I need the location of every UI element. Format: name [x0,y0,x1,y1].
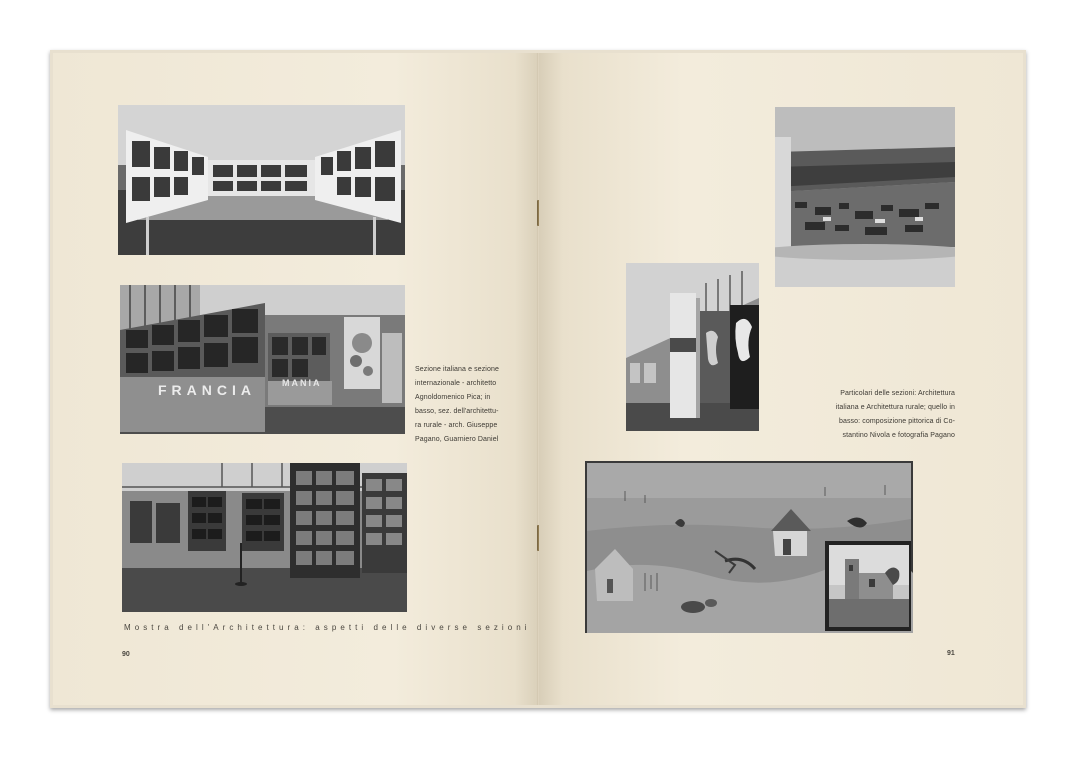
caption-line: ra rurale - arch. Giuseppe [415,422,498,429]
left-page-caption [415,363,525,447]
caption-line: Sezione italiana e sezione [415,366,499,373]
caption-line: Pagano, Guarniero Daniel [415,436,499,443]
sign-mania: MANIA [282,378,322,388]
caption-line: Particolari delle sezioni: Architettura [840,390,955,397]
caption-line: basso: composizione pittorica di Co- [838,418,955,425]
photo-landscape-model [775,107,955,287]
photo-pictorial-composition [585,461,913,633]
bottom-caption: Mostra dell'Architettura: aspetti delle diverse sezioni [124,623,531,632]
sign-francia: FRANCIA [158,382,256,398]
right-page [539,53,1023,705]
caption-line: basso, sez. dell'architettu- [415,408,499,415]
photo-rural-architecture-section [122,463,407,612]
left-page [53,53,539,705]
photo-francia-section [120,285,405,434]
right-page-caption [775,387,955,443]
photo-section-interior [626,263,759,431]
page-number-right: 91 [947,650,955,657]
open-book-spread [50,50,1026,708]
caption-line: italiana e Architettura rurale; quello in [835,404,955,411]
caption-line: Agnoldomenico Pica; in [415,394,491,401]
caption-line: internazionale - architetto [415,380,497,387]
caption-line: stantino Nivola e fotografia Pagano [842,432,955,439]
photo-gallery-panorama [118,105,405,255]
page-number-left: 90 [122,651,130,658]
